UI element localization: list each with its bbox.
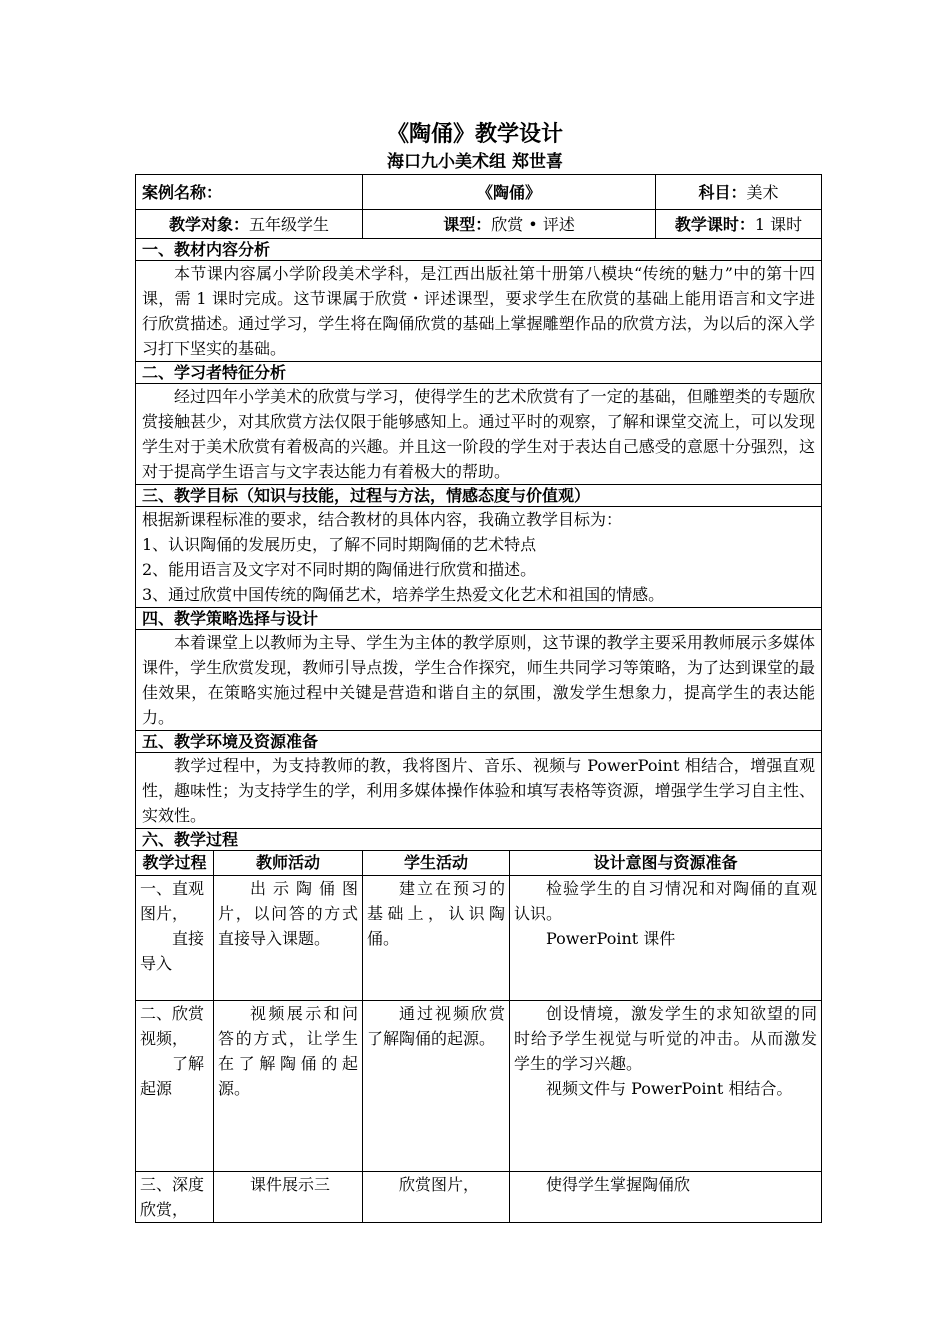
objective-item: 2、能用语言及文字对不同时期的陶俑进行欣赏和描述。 <box>142 560 537 579</box>
hours-value: 1 课时 <box>754 214 803 234</box>
process-step-cell <box>136 1001 214 1172</box>
process-teacher-cell: 视频展示和问答的方式，让学生在了解陶俑的起源。 <box>214 1001 363 1172</box>
section-body-row <box>136 753 822 829</box>
section-1-heading: 一、教材内容分析 <box>136 239 822 261</box>
section-heading-row <box>136 829 822 851</box>
target-label: 教学对象： <box>168 214 249 234</box>
section-3-body <box>136 507 822 608</box>
lesson-plan-table <box>135 174 822 1223</box>
process-design-text: 创设情境，激发学生的求知欲望的同时给予学生视觉与听觉的冲击。从而激发学生的学习兴趣。 <box>514 1004 818 1073</box>
process-design-cell <box>510 876 822 1001</box>
process-step-line: 直接导入 <box>140 929 205 973</box>
case-name-row <box>136 175 822 210</box>
process-step-line: 了解起源 <box>140 1054 205 1098</box>
section-heading-row <box>136 239 822 261</box>
process-student-cell: 通过视频欣赏了解陶俑的起源。 <box>363 1001 510 1172</box>
case-name-label-cell <box>136 175 363 210</box>
section-5-text: 教学过程中，为支持教师的教，我将图片、音乐、视频与 PowerPoint 相结合，增强直观性，趣味性；为支持学生的学，利用多媒体操作体验和填写表格等资源，增强学生学习自主性、实效性。 <box>136 753 822 829</box>
lesson-type-label: 课型： <box>443 214 492 234</box>
objective-intro: 根据新课程标准的要求，结合教材的具体内容，我确立教学目标为： <box>142 510 623 529</box>
section-body-row <box>136 384 822 485</box>
target-value: 五年级学生 <box>249 214 330 234</box>
document-title: 《陶俑》教学设计 <box>386 122 563 147</box>
objective-item: 3、通过欣赏中国传统的陶俑艺术，培养学生热爱文化艺术和祖国的情感。 <box>142 585 665 604</box>
document-subtitle: 海口九小美术组 郑世喜 <box>387 152 563 172</box>
section-3-heading: 三、教学目标（知识与技能，过程与方法，情感态度与价值观） <box>136 485 822 507</box>
section-heading-row <box>136 362 822 384</box>
process-col-student-header: 学生活动 <box>363 851 510 876</box>
objective-item: 1、认识陶俑的发展历史，了解不同时期陶俑的艺术特点 <box>142 535 537 554</box>
section-heading-row <box>136 731 822 753</box>
section-body-row <box>136 630 822 731</box>
subject-cell <box>656 175 822 210</box>
section-4-heading: 四、教学策略选择与设计 <box>136 608 822 630</box>
process-student-cell: 建立在预习的基础上，认识陶俑。 <box>363 876 510 1001</box>
process-row <box>136 876 822 1001</box>
process-design-resource: 视频文件与 PowerPoint 相结合。 <box>546 1079 793 1098</box>
process-row <box>136 1001 822 1172</box>
process-header-row <box>136 851 822 876</box>
case-name-value-cell <box>363 175 656 210</box>
case-name-label: 案例名称： <box>142 182 223 202</box>
section-6-heading: 六、教学过程 <box>136 829 822 851</box>
lesson-type-value: 欣赏 • 评述 <box>491 214 575 234</box>
process-step-line: 一、直观图片， <box>140 879 205 923</box>
process-step-line: 二、欣赏视频， <box>140 1004 205 1048</box>
process-design-resource: PowerPoint 课件 <box>546 929 676 948</box>
process-design-cell: 使得学生掌握陶俑欣 <box>510 1172 822 1223</box>
subject-label: 科目： <box>698 182 747 202</box>
lesson-type-cell <box>363 210 656 239</box>
section-body-row <box>136 261 822 362</box>
process-step-line: 三、深度欣赏， <box>140 1175 205 1219</box>
target-cell <box>136 210 363 239</box>
hours-cell <box>656 210 822 239</box>
section-5-heading: 五、教学环境及资源准备 <box>136 731 822 753</box>
process-design-text: 检验学生的自习情况和对陶俑的直观认识。 <box>514 879 818 923</box>
process-col-design-header: 设计意图与资源准备 <box>510 851 822 876</box>
process-teacher-cell: 课件展示三 <box>214 1172 363 1223</box>
case-name-value: 《陶俑》 <box>477 182 542 202</box>
section-4-text: 本着课堂上以教师为主导、学生为主体的教学原则，这节课的教学主要采用教师展示多媒体课件，学生欣赏发现，教师引导点拨，学生合作探究，师生共同学习等策略，为了达到课堂的最佳效果，在策略实施过程中关键是营造和谐自主的氛围，激发学生想象力，提高学生的表达能力。 <box>136 630 822 731</box>
course-info-row <box>136 210 822 239</box>
process-step-cell <box>136 876 214 1001</box>
process-step-cell <box>136 1172 214 1223</box>
section-2-text: 经过四年小学美术的欣赏与学习，使得学生的艺术欣赏有了一定的基础，但雕塑类的专题欣赏接触甚少，对其欣赏方法仅限于能够感知上。通过平时的观察，了解和课堂交流上，可以发现学生对于美术欣赏有着极高的兴趣。并且这一阶段的学生对于表达自己感受的意愿十分强烈，这对于提高学生语言与文字表达能力有着极大的帮助。 <box>136 384 822 485</box>
process-row <box>136 1172 822 1223</box>
process-col-teacher-header: 教师活动 <box>214 851 363 876</box>
process-col-step-header: 教学过程 <box>136 851 214 876</box>
section-2-heading: 二、学习者特征分析 <box>136 362 822 384</box>
hours-label: 教学课时： <box>674 214 755 234</box>
section-heading-row <box>136 608 822 630</box>
section-heading-row <box>136 485 822 507</box>
section-body-row <box>136 507 822 608</box>
section-1-text: 本节课内容属小学阶段美术学科，是江西出版社第十册第八模块“传统的魅力”中的第十四课，需 1 课时完成。这节课属于欣赏・评述课型，要求学生在欣赏的基础上能用语言和文字进行欣赏描述。通过学习，学生将在陶俑欣赏的基础上掌握雕塑作品的欣赏方法，为以后的深入学习打下坚实的基础。 <box>136 261 822 362</box>
process-teacher-cell: 出示陶俑图片，以问答的方式直接导入课题。 <box>214 876 363 1001</box>
process-design-cell <box>510 1001 822 1172</box>
process-student-cell: 欣赏图片， <box>363 1172 510 1223</box>
subject-value: 美术 <box>746 182 779 202</box>
